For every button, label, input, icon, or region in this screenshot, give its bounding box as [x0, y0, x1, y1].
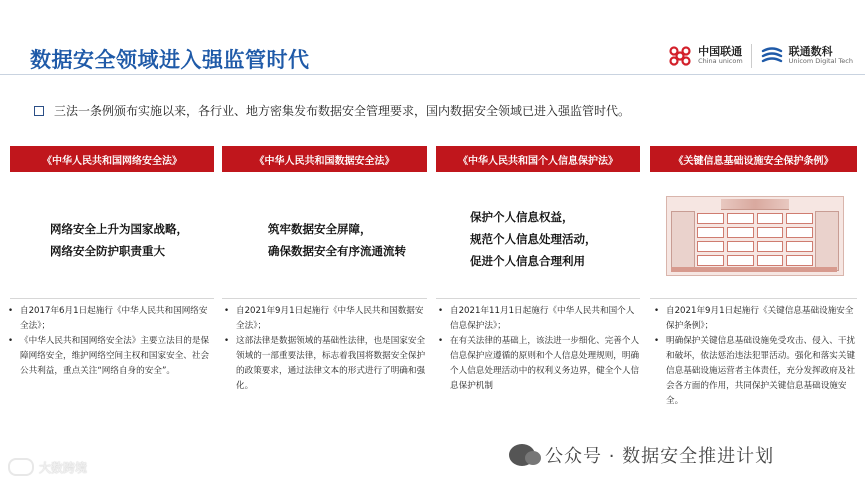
highlight-line: 确保数据安全有序流通流转 [268, 244, 406, 258]
logo-group [667, 44, 853, 68]
card-title-pipl: 《中华人民共和国个人信息保护法》 [436, 146, 640, 172]
diagram-base [671, 267, 837, 272]
card-divider [10, 298, 214, 299]
bullet-item: • 明确保护关键信息基础设施免受攻击、侵入、干扰和破坏，依法惩治违法犯罪活动。强化和落实关键信息基础设施运营者主体责任，充分发挥政府及社会各方面的作用，共同保护关键信息基础设施安全。 [652, 334, 856, 409]
china-unicom-logo [667, 45, 743, 67]
highlight-line: 筑牢数据安全屏障， [268, 222, 372, 236]
card-title-data-security-law: 《中华人民共和国数据安全法》 [222, 146, 427, 172]
card-divider [436, 298, 640, 299]
card-bullet-list [436, 304, 642, 394]
card-divider [650, 298, 857, 299]
card-bullet-list [222, 304, 428, 394]
logo-cn-text: 联通数科 [788, 45, 833, 59]
logo-divider [751, 44, 752, 68]
highlight-line: 促进个人信息合理利用 [470, 254, 585, 268]
highlight-line: 网络安全上升为国家战略， [50, 222, 188, 236]
bullet-item: • 自2017年6月1日起施行《中华人民共和国网络安全法》； [6, 304, 216, 334]
header-divider [0, 74, 865, 75]
page-title: 数据安全领域进入强监管时代 [30, 48, 310, 72]
card-highlight-block [470, 206, 597, 272]
intro-line [34, 102, 630, 119]
card-bullet-list [6, 304, 216, 379]
source-logo-icon [8, 458, 34, 476]
bullet-square-icon [34, 106, 44, 116]
card-highlight-block [50, 218, 188, 262]
wechat-icon [509, 444, 535, 466]
bullet-item: • 自2021年9月1日起施行《关键信息基础设施安全保护条例》； [652, 304, 856, 334]
logo-en-text: Unicom Digital Tech [788, 57, 853, 66]
bullet-item: • 《中华人民共和国网络安全法》主要立法目的是保障网络安全，维护网络空间主权和国家安全、社会公共利益，重点关注“网络自身的安全”。 [6, 334, 216, 379]
unicom-digital-tech-logo [760, 46, 853, 66]
watermark-text: 公众号 · 数据安全推进计划 [545, 446, 775, 467]
card-title-ciip-regulation: 《关键信息基础设施安全保护条例》 [650, 146, 857, 172]
card-highlight-block [268, 218, 406, 262]
bullet-item: • 自2021年9月1日起施行《中华人民共和国数据安全法》； [222, 304, 428, 334]
ciip-framework-diagram [666, 196, 844, 276]
digital-tech-icon [760, 46, 784, 66]
diagram-left-pillar [671, 211, 695, 271]
source-tag [8, 458, 87, 476]
wechat-watermark [509, 442, 774, 468]
diagram-roof [721, 199, 789, 210]
card-divider [222, 298, 427, 299]
highlight-line: 保护个人信息权益， [470, 210, 574, 224]
bullet-item: • 这部法律是数据领域的基础性法律，也是国家安全领域的一部重要法律，标志着我国将数据安全保护的政策要求，通过法律文本的形式进行了明确和强化。 [222, 334, 428, 394]
intro-text: 三法一条例颁布实施以来，各行业、地方密集发布数据安全管理要求，国内数据安全领域已进入强监管时代。 [54, 104, 631, 118]
logo-cn-text: 中国联通 [698, 45, 743, 59]
card-bullet-list [652, 304, 856, 409]
bullet-item: • 在有关法律的基础上，该法进一步细化、完善个人信息保护应遵循的原则和个人信息处理规则，明确个人信息处理活动中的权利义务边界，健全个人信息保护机制 [436, 334, 642, 394]
highlight-line: 规范个人信息处理活动， [470, 232, 597, 246]
unicom-knot-icon [667, 45, 693, 67]
card-title-cybersecurity-law: 《中华人民共和国网络安全法》 [10, 146, 214, 172]
logo-en-text: China unicom [698, 57, 743, 66]
diagram-grid [697, 213, 813, 266]
source-tag-text: 大数跨境 [39, 460, 88, 475]
bullet-item: • 自2021年11月1日起施行《中华人民共和国个人信息保护法》； [436, 304, 642, 334]
diagram-right-pillar [815, 211, 839, 271]
highlight-line: 网络安全防护职责重大 [50, 244, 165, 258]
